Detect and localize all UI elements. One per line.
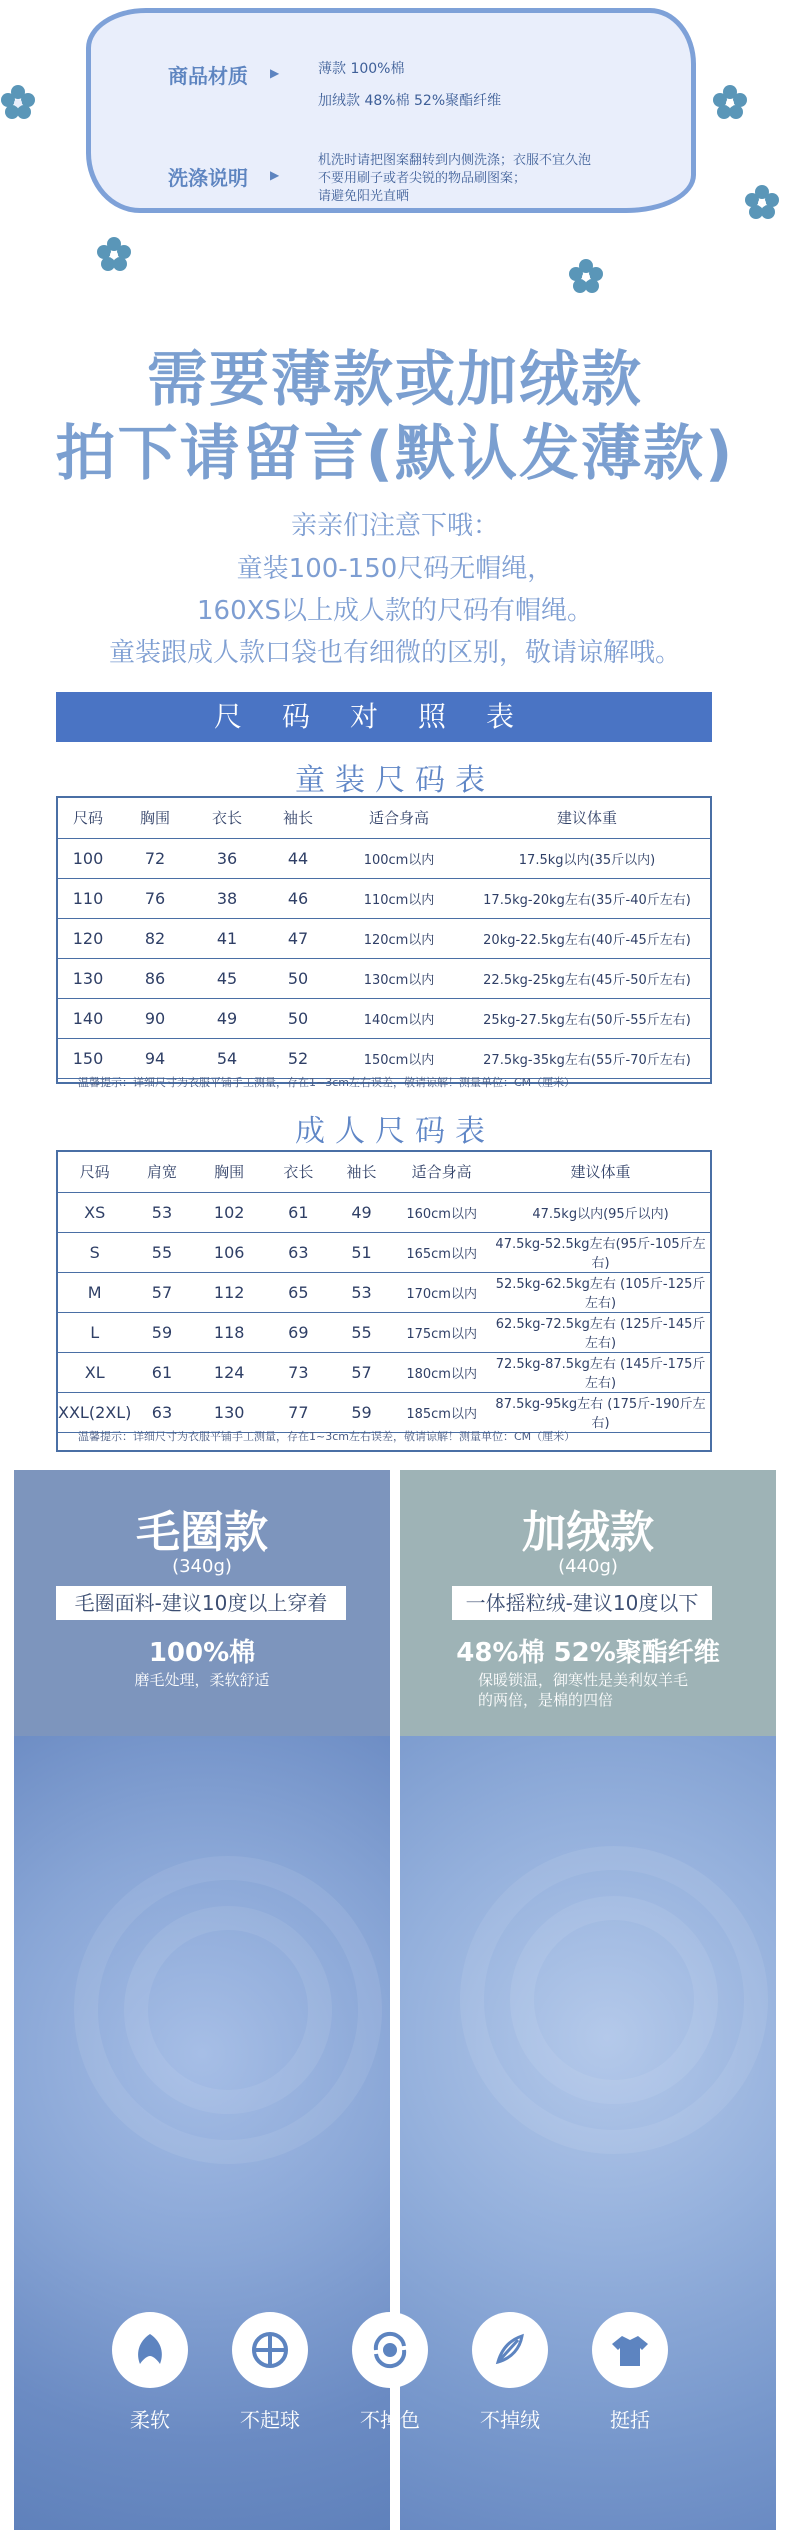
table-cell: 38 — [192, 878, 262, 918]
colorfast-icon — [352, 2312, 428, 2388]
table-row — [58, 1192, 710, 1232]
table-header-cell: 建议体重 — [464, 798, 710, 838]
feature-label-crisp: 挺括 — [610, 2408, 650, 2432]
table-cell: 47 — [262, 918, 334, 958]
terry-title: 毛圈款 — [136, 1507, 268, 1558]
table-cell: XL — [58, 1352, 131, 1392]
table-cell: XXL(2XL) — [58, 1392, 131, 1432]
table-cell: 57 — [331, 1352, 392, 1392]
wash-line-1: 机洗时请把图案翻转到内侧洗涤；衣服不宜久泡 — [318, 153, 592, 168]
feature-label-no-shedding: 不掉绒 — [480, 2408, 540, 2432]
pilling-resist-icon — [232, 2312, 308, 2388]
fleece-title: 加绒款 — [522, 1507, 654, 1558]
material-line-1: 薄款 100%棉 — [318, 61, 405, 77]
table-cell: 54 — [192, 1038, 262, 1078]
adult-size-table — [58, 1152, 710, 1433]
table-cell: 52 — [262, 1038, 334, 1078]
table-cell: 27.5kg-35kg左右(55斤-70斤左右) — [464, 1038, 710, 1078]
table-cell: 73 — [266, 1352, 331, 1392]
table-cell: 100 — [58, 838, 118, 878]
table-cell: 62.5kg-72.5kg左右 (125斤-145斤左右) — [491, 1312, 710, 1352]
table-row — [58, 1272, 710, 1312]
table-row — [58, 1352, 710, 1392]
fleece-cotton: 48%棉 52%聚酯纤维 — [456, 1638, 720, 1668]
table-cell: 55 — [331, 1312, 392, 1352]
table-cell: 175cm以内 — [392, 1312, 491, 1352]
table-header-cell: 胸围 — [118, 798, 192, 838]
table-cell: 150 — [58, 1038, 118, 1078]
table-cell: 25kg-27.5kg左右(50斤-55斤左右) — [464, 998, 710, 1038]
table-row — [58, 958, 710, 998]
table-cell: 82 — [118, 918, 192, 958]
fleece-tag: 一体摇粒绒-建议10度以下 — [452, 1586, 712, 1620]
crisp-shirt-icon — [592, 2312, 668, 2388]
table-cell: 130 — [58, 958, 118, 998]
table-cell: 124 — [193, 1352, 266, 1392]
table-row — [58, 1392, 710, 1432]
arrow-right-icon: ▶ — [270, 168, 280, 182]
feature-label-no-pilling: 不起球 — [240, 2408, 300, 2432]
table-cell: 100cm以内 — [334, 838, 464, 878]
table-cell: 160cm以内 — [392, 1192, 491, 1232]
table-cell: S — [58, 1232, 131, 1272]
table-cell: 86 — [118, 958, 192, 998]
table-cell: 170cm以内 — [392, 1272, 491, 1312]
table-cell: 49 — [331, 1192, 392, 1232]
table-cell: 112 — [193, 1272, 266, 1312]
table-cell: 20kg-22.5kg左右(40斤-45斤左右) — [464, 918, 710, 958]
table-header-cell: 建议体重 — [491, 1152, 710, 1192]
table-cell: 59 — [331, 1392, 392, 1432]
table-row — [58, 1038, 710, 1078]
table-cell: 110 — [58, 878, 118, 918]
table-cell: 165cm以内 — [392, 1232, 491, 1272]
headline-line-1: 需要薄款或加绒款 — [147, 345, 643, 415]
table-cell: 110cm以内 — [334, 878, 464, 918]
table-cell: 22.5kg-25kg左右(45斤-50斤左右) — [464, 958, 710, 998]
table-cell: 120cm以内 — [334, 918, 464, 958]
terry-weight: (340g) — [172, 1556, 232, 1577]
terry-tag: 毛圈面料-建议10度以上穿着 — [56, 1586, 346, 1620]
kids-size-tip: 温馨提示：详细尺寸为衣服平铺手工测量，存在1~3cm左右误差，敬请谅解！测量单位：CM（厘米） — [78, 1076, 576, 1089]
table-row — [58, 918, 710, 958]
adult-size-tip: 温馨提示：详细尺寸为衣服平铺手工测量，存在1~3cm左右误差，敬请谅解！测量单位：CM（厘米） — [78, 1430, 576, 1443]
wash-label: 洗涤说明 — [168, 166, 248, 190]
table-cell: 90 — [118, 998, 192, 1038]
table-cell: 72 — [118, 838, 192, 878]
table-header-cell: 适合身高 — [392, 1152, 491, 1192]
table-cell: 50 — [262, 998, 334, 1038]
table-cell: 51 — [331, 1232, 392, 1272]
material-line-2: 加绒款 48%棉 52%聚酯纤维 — [318, 93, 502, 109]
notice-line-4: 童装跟成人款口袋也有细微的区别，敬请谅解哦。 — [108, 638, 681, 668]
table-cell: 65 — [266, 1272, 331, 1312]
terry-desc: 磨毛处理，柔软舒适 — [134, 1671, 270, 1689]
table-cell: 47.5kg-52.5kg左右(95斤-105斤左右) — [491, 1232, 710, 1272]
table-cell: 150cm以内 — [334, 1038, 464, 1078]
material-label: 商品材质 — [168, 64, 248, 88]
table-cell: 61 — [131, 1352, 192, 1392]
table-cell: 87.5kg-95kg左右 (175斤-190斤左右) — [491, 1392, 710, 1432]
kids-size-table — [58, 798, 710, 1079]
table-header-cell: 袖长 — [262, 798, 334, 838]
fleece-desc-2: 的两倍，是棉的四倍 — [478, 1691, 614, 1709]
table-row — [58, 1232, 710, 1272]
table-cell: M — [58, 1272, 131, 1312]
table-cell: 53 — [331, 1272, 392, 1312]
notice-line-2: 童装100-150尺码无帽绳， — [236, 554, 554, 584]
flower-icon — [96, 236, 132, 272]
flower-icon — [0, 84, 36, 120]
table-cell: 45 — [192, 958, 262, 998]
flower-icon — [568, 258, 604, 294]
table-cell: L — [58, 1312, 131, 1352]
table-cell: 49 — [192, 998, 262, 1038]
size-chart-header: 尺码对照表 — [56, 692, 712, 742]
table-cell: 17.5kg以内(35斤以内) — [464, 838, 710, 878]
notice-line-3: 160XS以上成人款的尺码有帽绳。 — [197, 596, 593, 626]
table-cell: 140cm以内 — [334, 998, 464, 1038]
table-cell: 63 — [266, 1232, 331, 1272]
adult-size-title: 成人尺码表 — [295, 1114, 495, 1149]
table-cell: 185cm以内 — [392, 1392, 491, 1432]
table-cell: 94 — [118, 1038, 192, 1078]
table-cell: 77 — [266, 1392, 331, 1432]
table-cell: 106 — [193, 1232, 266, 1272]
wash-line-2: 不要用刷子或者尖锐的物品刷图案； — [318, 171, 527, 186]
table-cell: 50 — [262, 958, 334, 998]
table-cell: 72.5kg-87.5kg左右 (145斤-175斤左右) — [491, 1352, 710, 1392]
table-cell: 120 — [58, 918, 118, 958]
wash-line-3: 请避免阳光直晒 — [318, 189, 410, 204]
table-cell: 130cm以内 — [334, 958, 464, 998]
terry-cotton: 100%棉 — [148, 1638, 256, 1668]
table-cell: 180cm以内 — [392, 1352, 491, 1392]
table-cell: 140 — [58, 998, 118, 1038]
table-cell: 130 — [193, 1392, 266, 1432]
table-row — [58, 878, 710, 918]
table-cell: 118 — [193, 1312, 266, 1352]
table-cell: 69 — [266, 1312, 331, 1352]
flower-icon — [712, 84, 748, 120]
table-cell: 76 — [118, 878, 192, 918]
table-cell: 44 — [262, 838, 334, 878]
arrow-right-icon: ▶ — [270, 66, 280, 80]
table-cell: 61 — [266, 1192, 331, 1232]
table-header-cell: 衣长 — [192, 798, 262, 838]
table-header-cell: 衣长 — [266, 1152, 331, 1192]
table-cell: 102 — [193, 1192, 266, 1232]
fleece-weight: (440g) — [558, 1556, 618, 1577]
table-cell: 17.5kg-20kg左右(35斤-40斤左右) — [464, 878, 710, 918]
table-row — [58, 998, 710, 1038]
table-cell: XS — [58, 1192, 131, 1232]
table-header-cell: 肩宽 — [131, 1152, 192, 1192]
table-cell: 52.5kg-62.5kg左右 (105斤-125斤左右) — [491, 1272, 710, 1312]
table-cell: 63 — [131, 1392, 192, 1432]
table-cell: 57 — [131, 1272, 192, 1312]
table-header-cell: 尺码 — [58, 1152, 131, 1192]
table-header-cell: 尺码 — [58, 798, 118, 838]
table-cell: 36 — [192, 838, 262, 878]
table-cell: 47.5kg以内(95斤以内) — [491, 1192, 710, 1232]
shed-resist-icon — [472, 2312, 548, 2388]
notice-line-1: 亲亲们注意下哦： — [290, 511, 499, 541]
table-cell: 41 — [192, 918, 262, 958]
table-header-cell: 适合身高 — [334, 798, 464, 838]
table-row — [58, 1312, 710, 1352]
table-cell: 53 — [131, 1192, 192, 1232]
table-cell: 55 — [131, 1232, 192, 1272]
kids-size-title: 童装尺码表 — [295, 763, 495, 798]
headline-line-2: 拍下请留言(默认发薄款) — [55, 419, 735, 489]
fleece-desc-1: 保暖锁温，御寒性是美利奴羊毛 — [478, 1671, 689, 1689]
table-header-cell: 胸围 — [193, 1152, 266, 1192]
feather-icon — [112, 2312, 188, 2388]
feature-label-soft: 柔软 — [130, 2408, 170, 2432]
feature-label-no-fading: 不掉色 — [360, 2408, 420, 2432]
table-cell: 59 — [131, 1312, 192, 1352]
table-row — [58, 838, 710, 878]
table-header-cell: 袖长 — [331, 1152, 392, 1192]
flower-icon — [744, 184, 780, 220]
table-cell: 46 — [262, 878, 334, 918]
